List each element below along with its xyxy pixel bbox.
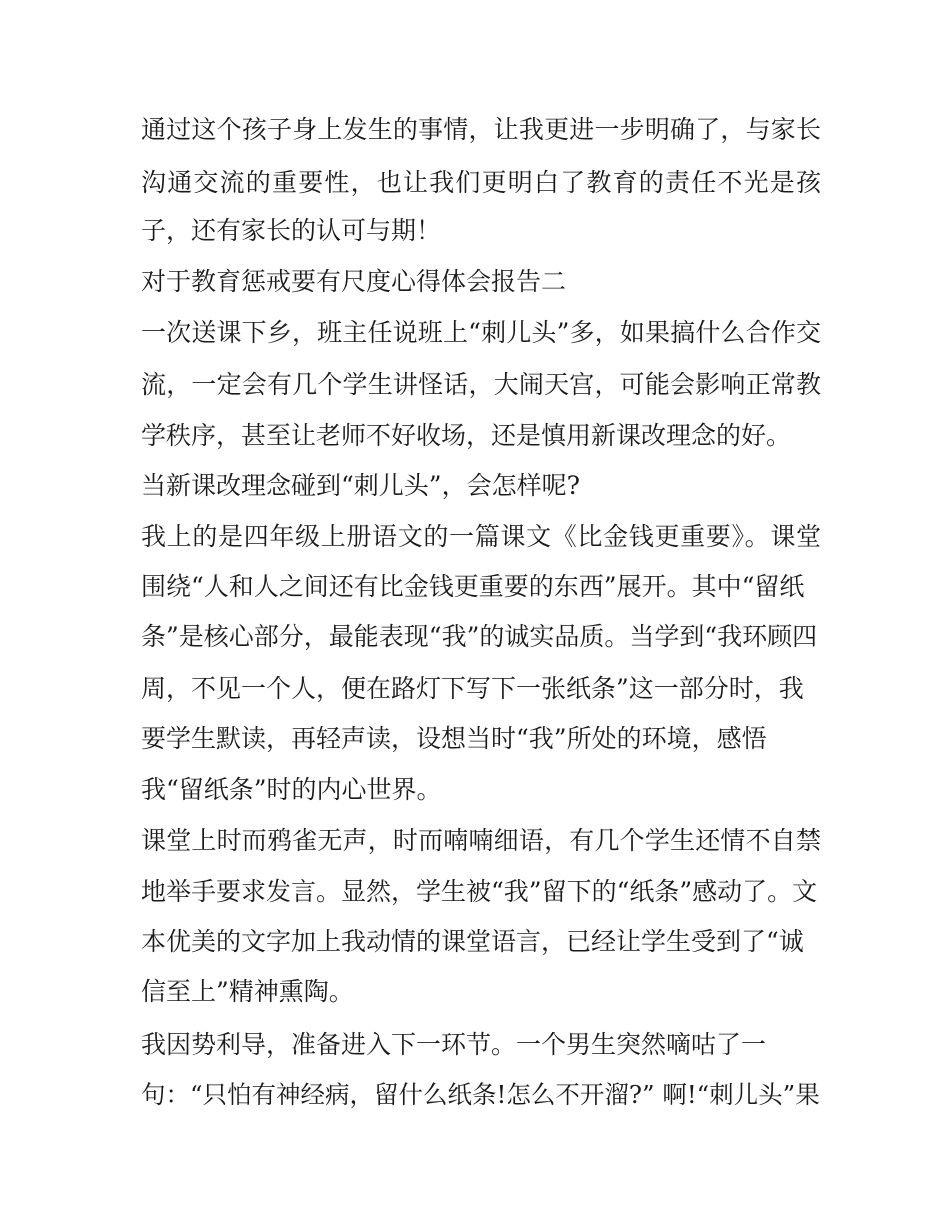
text-line: 我因势利导，准备进入下一环节。一个男生突然嘀咕了一 xyxy=(141,1030,767,1059)
text-line: 我“留纸条”时的内心世界。 xyxy=(141,775,442,804)
text-line: 一次送课下乡，班主任说班上“刺儿头”多，如果搞什么合作交 xyxy=(141,318,821,347)
text-line: 学秩序，甚至让老师不好收场，还是慎用新课改理念的好。 xyxy=(141,421,792,450)
text-line: 周，不见一个人，便在路灯下写下一张纸条”这一部分时，我 xyxy=(141,674,804,703)
text-line: 信至上”精神熏陶。 xyxy=(141,977,354,1006)
text-line: 我上的是四年级上册语文的一篇课文《比金钱更重要》。课堂 xyxy=(141,522,821,551)
text-line: 要学生默读，再轻声读，设想当时“我”所处的环境，感悟 xyxy=(141,724,767,753)
text-line: 本优美的文字加上我动情的课堂语言，已经让学生受到了“诚 xyxy=(141,927,804,956)
text-line: 围绕“人和人之间还有比金钱更重要的东西”展开。其中“留纸 xyxy=(141,572,805,601)
text-line: 流，一定会有几个学生讲怪话，大闹天宫，可能会影响正常教 xyxy=(141,370,821,399)
text-line: 沟通交流的重要性，也让我们更明白了教育的责任不光是孩 xyxy=(141,168,821,197)
text-line: 当新课改理念碰到“刺儿头”，会怎样呢? xyxy=(141,471,580,500)
text-line: 句：“只怕有神经病，留什么纸条!怎么不开溜?” 啊!“刺儿头”果 xyxy=(141,1080,820,1109)
section-heading: 对于教育惩戒要有尺度心得体会报告二 xyxy=(141,267,567,296)
text-line: 地举手要求发言。显然，学生被“我”留下的“纸条”感动了。文 xyxy=(141,877,818,906)
text-line: 子，还有家长的认可与期！ xyxy=(141,216,442,245)
text-line: 课堂上时而鸦雀无声，时而喃喃细语，有几个学生还情不自禁 xyxy=(141,826,821,855)
text-line: 条”是核心部分，最能表现“我”的诚实品质。当学到“我环顾四 xyxy=(141,622,818,651)
text-line: 通过这个孩子身上发生的事情，让我更进一步明确了，与家长 xyxy=(141,115,821,144)
